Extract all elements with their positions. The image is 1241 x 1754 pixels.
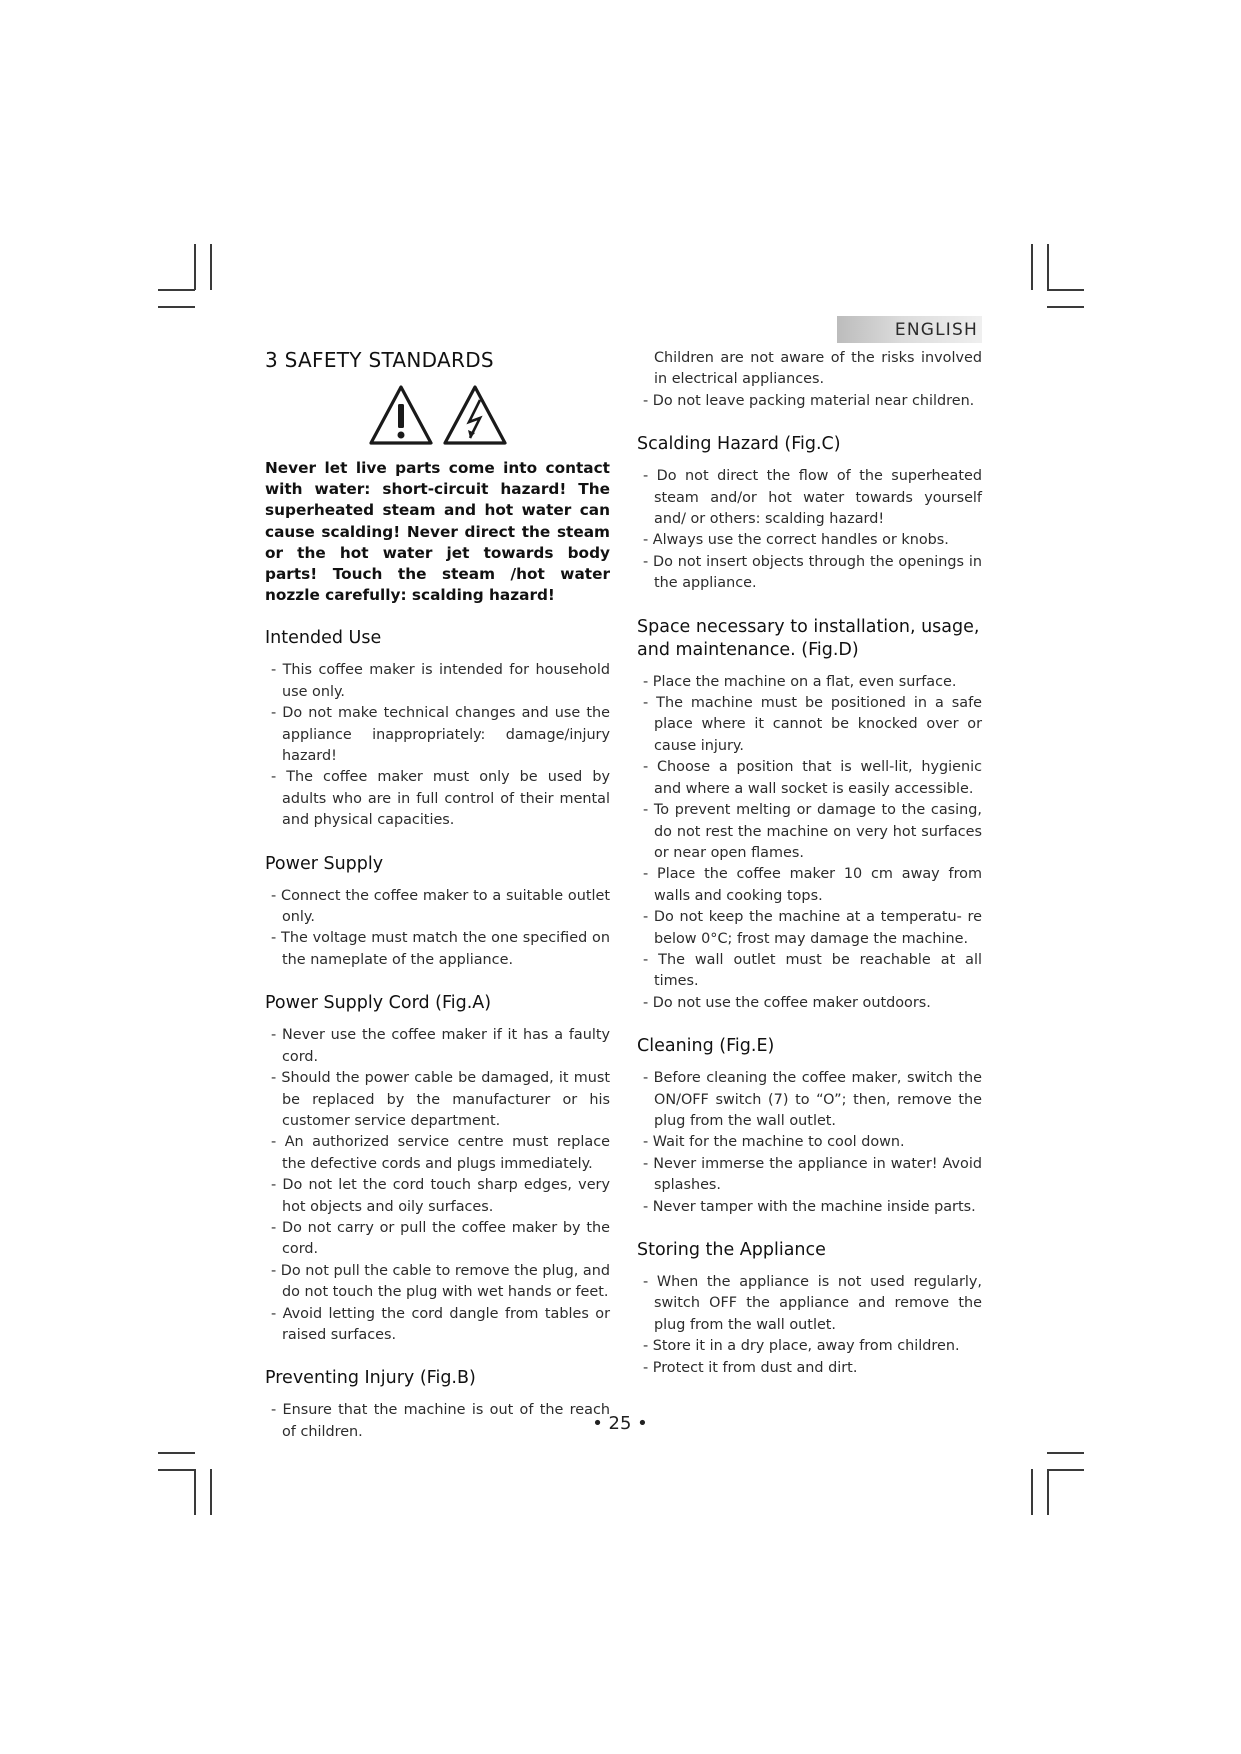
crop-mark [1047,289,1084,291]
list-item: - Place the coffee maker 10 cm away from walls and cooking tops. [637,864,982,907]
list-item: - To prevent melting or damage to the casing, do not rest the machine on very hot surfaces or near open flames. [637,800,982,864]
section-heading: Storing the Appliance [637,1240,826,1260]
list-item: - Place the machine on a flat, even surface. [637,672,982,693]
crop-mark [210,1469,212,1515]
list-item: - The wall outlet must be reachable at all times. [637,950,982,993]
list-item: - Protect it from dust and dirt. [637,1358,982,1379]
list-item: - Ensure that the machine is out of the reach of children. [265,1400,610,1443]
crop-mark [1047,244,1049,290]
continuation-text: Children are not aware of the risks involved in electrical appliances. [654,350,982,388]
list-item: - Do not pull the cable to remove the plug, and do not touch the plug with wet hands or feet. [265,1261,610,1304]
section-heading: Preventing Injury (Fig.B) [265,1368,476,1389]
list-item: - Do not make technical changes and use the appliance inappropriately: damage/injury hazard! [265,703,610,767]
list-item: - This coffee maker is intended for household use only. [265,660,610,703]
crop-mark [210,244,212,290]
crop-mark [1047,1469,1084,1471]
crop-mark [1031,244,1033,290]
list-item: - Do not keep the machine at a temperatu- re below 0°C; frost may damage the machine. [637,907,982,950]
list-item: - The machine must be positioned in a safe place where it cannot be knocked over or cause injury. [637,693,982,757]
section-heading: Intended Use [265,628,382,649]
section-preventing-injury [265,1367,610,1443]
section-cleaning [637,1035,982,1218]
list-item: - Connect the coffee maker to a suitable outlet only. [265,886,610,929]
list-item: - Do not carry or pull the coffee maker by the cord. [265,1218,610,1261]
section-title: 3 SAFETY STANDARDS [265,348,494,372]
list-item: - Do not direct the flow of the superheated steam and/or hot water towards yourself and/ or others: scalding hazard! [637,466,982,530]
list-item: - The coffee maker must only be used by adults who are in full control of their mental and physical capacities. [265,767,610,831]
section-power-supply [265,853,610,972]
electric-hazard-icon [442,384,508,446]
crop-mark [158,1469,195,1471]
list-item: - The voltage must match the one specified on the nameplate of the appliance. [265,928,610,971]
crop-mark [158,306,195,308]
crop-mark [1031,1469,1033,1515]
section-intended-use [265,627,610,831]
section-heading: Power Supply [265,853,384,874]
hazard-icons [265,384,610,446]
list-item: - Do not use the coffee maker outdoors. [637,993,982,1014]
list-item: - Do not let the cord touch sharp edges, very hot objects and oily surfaces. [265,1175,610,1218]
list-item: - Always use the correct handles or knobs. [637,530,982,551]
list-item: - Before cleaning the coffee maker, switch the ON/OFF switch (7) to “O”; then, remove the plug from the wall outlet. [637,1068,982,1132]
right-column [637,348,982,1379]
crop-mark [194,244,196,290]
list-item: - Avoid letting the cord dangle from tables or raised surfaces. [265,1304,610,1347]
section-heading: Space necessary to installation, usage, and maintenance. (Fig.D) [637,616,980,660]
section-power-supply-cord [265,992,610,1346]
list-item: - Store it in a dry place, away from children. [637,1336,982,1357]
section-space-necessary [637,616,982,1015]
crop-mark [158,1452,195,1454]
crop-mark [1047,306,1084,308]
list-item: - Do not leave packing material near children. [637,391,982,412]
section-heading: Scalding Hazard (Fig.C) [637,434,841,455]
list-item: - Should the power cable be damaged, it must be replaced by the manufacturer or his customer service department. [265,1068,610,1132]
crop-mark [194,1469,196,1515]
list-item: - An authorized service centre must replace the defective cords and plugs immediately. [265,1132,610,1175]
language-tab: ENGLISH [837,316,982,343]
page-number: • 25 • [592,1413,648,1434]
section-storing [637,1239,982,1379]
list-item: - Wait for the machine to cool down. [637,1132,982,1153]
section-heading: Cleaning (Fig.E) [637,1036,775,1057]
left-column [265,348,610,1443]
section-scalding-hazard [637,433,982,594]
list-item: - Never use the coffee maker if it has a faulty cord. [265,1025,610,1068]
crop-mark [1047,1469,1049,1515]
crop-mark [158,289,195,291]
warning-text: Never let live parts come into contact with water: short-circuit hazard! The superheated steam and hot water can cause scalding! Never direct the steam or the hot water jet towards body parts! Touch the steam /hot water nozzle carefully: scalding hazard! [265,459,610,605]
list-item: - Never tamper with the machine inside parts. [637,1197,982,1218]
exclamation-warning-icon [368,384,434,446]
list-item: - When the appliance is not used regularly, switch OFF the appliance and remove the plug from the wall outlet. [637,1272,982,1336]
list-item: - Do not insert objects through the openings in the appliance. [637,552,982,595]
section-heading: Power Supply Cord (Fig.A) [265,993,492,1014]
list-item: - Never immerse the appliance in water! Avoid splashes. [637,1154,982,1197]
crop-mark [1047,1452,1084,1454]
list-item: - Choose a position that is well-lit, hygienic and where a wall socket is easily accessible. [637,757,982,800]
